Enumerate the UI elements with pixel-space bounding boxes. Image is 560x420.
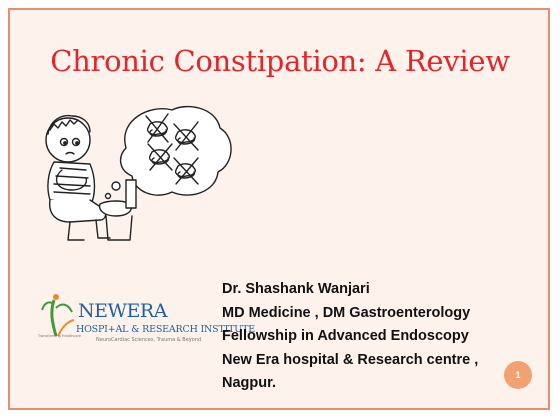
logo-hospital-text: HOSPI+AL & RESEARCH INSTITUTE <box>76 324 255 335</box>
author-name: Dr. Shashank Wanjari <box>222 281 370 297</box>
page-number-badge: 1 <box>504 361 532 389</box>
thought-bubble-icon <box>106 107 232 199</box>
author-qualification: MD Medicine , DM Gastroenterology <box>222 304 471 321</box>
logo-tagline: NeuroCardiac Sciences, Trauma & Beyond <box>96 337 202 343</box>
logo-figure-icon <box>38 292 78 338</box>
constipation-cartoon-icon <box>40 100 240 250</box>
author-block <box>222 278 478 396</box>
hospital-logo <box>38 292 255 354</box>
author-fellowship: Fellowship in Advanced Endoscopy <box>222 328 469 344</box>
author-institution: New Era hospital & Research centre , <box>222 351 479 368</box>
author-city: Nagpur. <box>222 375 276 391</box>
slide-title: Chronic Constipation: A Review <box>50 44 510 78</box>
boy-on-toilet-icon <box>46 116 136 240</box>
logo-name: NEWERA <box>78 300 167 322</box>
logo-small-text: Transforming Healthcare <box>38 334 82 338</box>
